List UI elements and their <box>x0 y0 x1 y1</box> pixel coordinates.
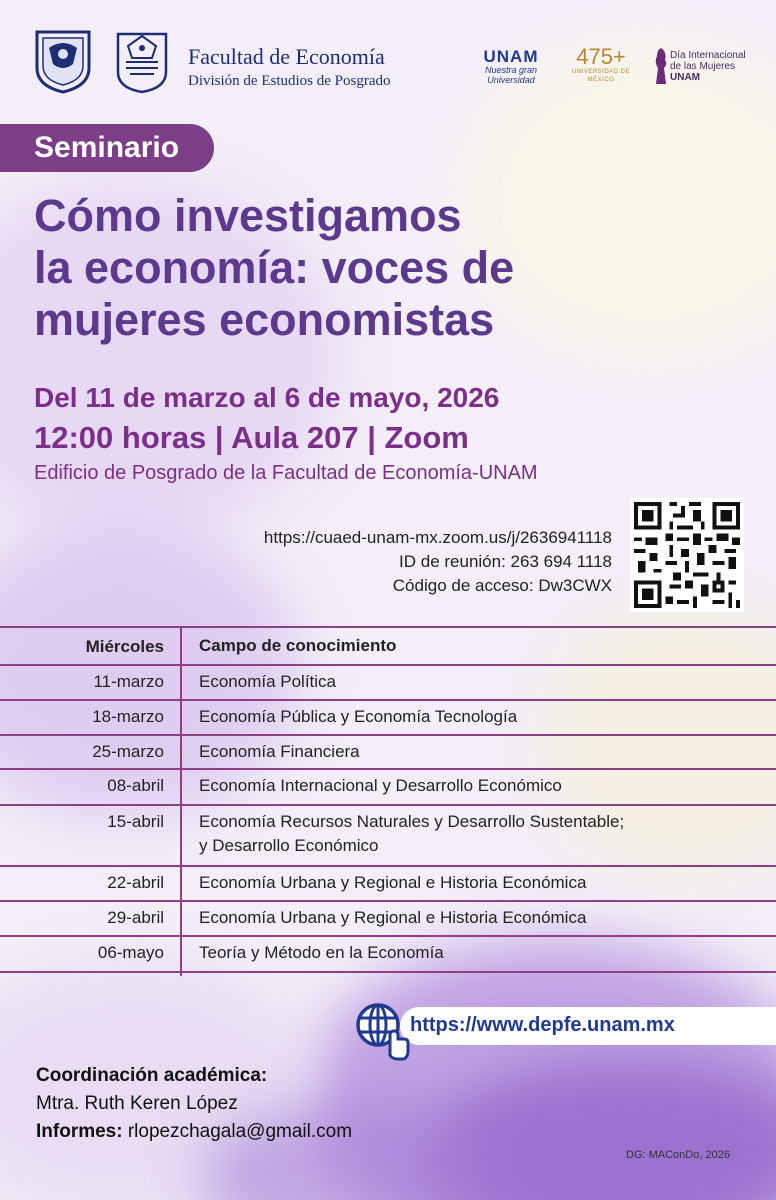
faculty-title: Facultad de Economía <box>188 44 385 69</box>
row-field-line1: Economía Recursos Naturales y Desarrollo Sustentable; <box>199 812 625 831</box>
row-field: Economía Urbana y Regional e Historia Económica <box>199 873 587 892</box>
header-field: Campo de conocimiento <box>199 636 397 655</box>
row-date: 25-marzo <box>92 742 164 761</box>
dia-logo-line3: UNAM <box>670 72 700 83</box>
table-header-row <box>0 626 776 664</box>
info-label: Informes: <box>36 1121 123 1142</box>
unam-logo-tagline: Nuestra gran Universidad <box>484 65 538 85</box>
table-row <box>0 664 776 699</box>
table-row <box>0 768 776 804</box>
row-date: 18-marzo <box>92 707 164 726</box>
unam-seal-logo <box>33 28 93 94</box>
seminar-title <box>34 190 674 346</box>
coordinator-name: Mtra. Ruth Keren López <box>36 1093 238 1114</box>
zoom-url-link[interactable]: https://cuaed-unam-mx.zoom.us/j/2636941118 <box>263 528 612 547</box>
dia-logo-line1: Día Internacional <box>670 50 746 61</box>
row-date: 06-mayo <box>97 943 164 962</box>
seminario-badge: Seminario <box>0 124 214 172</box>
header-date: Miércoles <box>85 637 164 656</box>
row-field: Teoría y Método en la Economía <box>199 943 444 962</box>
row-field: Economía Urbana y Regional e Historia Económica <box>199 908 587 927</box>
unam-logo-text: UNAM <box>483 47 539 66</box>
dia-logo-line2: de las Mujeres <box>670 61 736 72</box>
row-date: 22-abril <box>107 873 164 892</box>
row-field <box>199 810 624 858</box>
qr-code[interactable] <box>630 498 744 612</box>
website-link[interactable]: https://www.depfe.unam.mx <box>410 1014 675 1036</box>
row-date: 29-abril <box>107 908 164 927</box>
row-field: Economía Internacional y Desarrollo Económico <box>199 776 562 795</box>
table-row <box>0 865 776 900</box>
unam-logo <box>478 48 544 85</box>
title-line: mujeres economistas <box>34 294 495 345</box>
zoom-info <box>264 526 612 598</box>
date-range: Del 11 de marzo al 6 de mayo, 2026 <box>34 382 500 413</box>
contact-email[interactable]: rlopezchagala@gmail.com <box>127 1121 353 1142</box>
time-and-place: 12:00 horas | Aula 207 | Zoom <box>34 420 469 455</box>
building-location: Edificio de Posgrado de la Facultad de Economía-UNAM <box>34 462 538 484</box>
title-line: Cómo investigamos <box>34 190 462 241</box>
row-date: 08-abril <box>107 776 164 795</box>
globe-click-icon <box>354 1001 410 1061</box>
title-line: la economía: voces de <box>34 242 515 293</box>
row-date: 15-abril <box>107 812 164 831</box>
row-field: Economía Financiera <box>199 742 360 761</box>
table-row <box>0 699 776 734</box>
row-date: 11-marzo <box>93 672 164 691</box>
coordination-block <box>36 1062 352 1146</box>
475-number: 475+ <box>576 44 626 69</box>
zoom-meeting-id: ID de reunión: 263 694 1118 <box>399 552 612 571</box>
zoom-access-code: Código de acceso: Dw3CWX <box>392 576 612 595</box>
row-field: Economía Pública y Economía Tecnología <box>199 707 518 726</box>
faculty-subtitle: División de Estudios de Posgrado <box>188 73 391 89</box>
woman-profile-icon <box>654 46 668 86</box>
table-row <box>0 935 776 973</box>
table-row <box>0 734 776 768</box>
row-field: Economía Política <box>199 672 337 691</box>
table-row <box>0 900 776 935</box>
schedule-table <box>0 626 776 973</box>
facultad-economia-seal-logo <box>112 28 172 94</box>
475-tagline: UNIVERSIDAD DE MÉXICO <box>571 69 630 83</box>
coordination-label: Coordinación académica: <box>36 1065 268 1086</box>
row-field-line2: y Desarrollo Económico <box>199 836 379 855</box>
475-anniversary-logo <box>571 46 631 84</box>
table-row <box>0 804 776 865</box>
design-credit: DG: MAConDo, 2026 <box>626 1149 730 1161</box>
